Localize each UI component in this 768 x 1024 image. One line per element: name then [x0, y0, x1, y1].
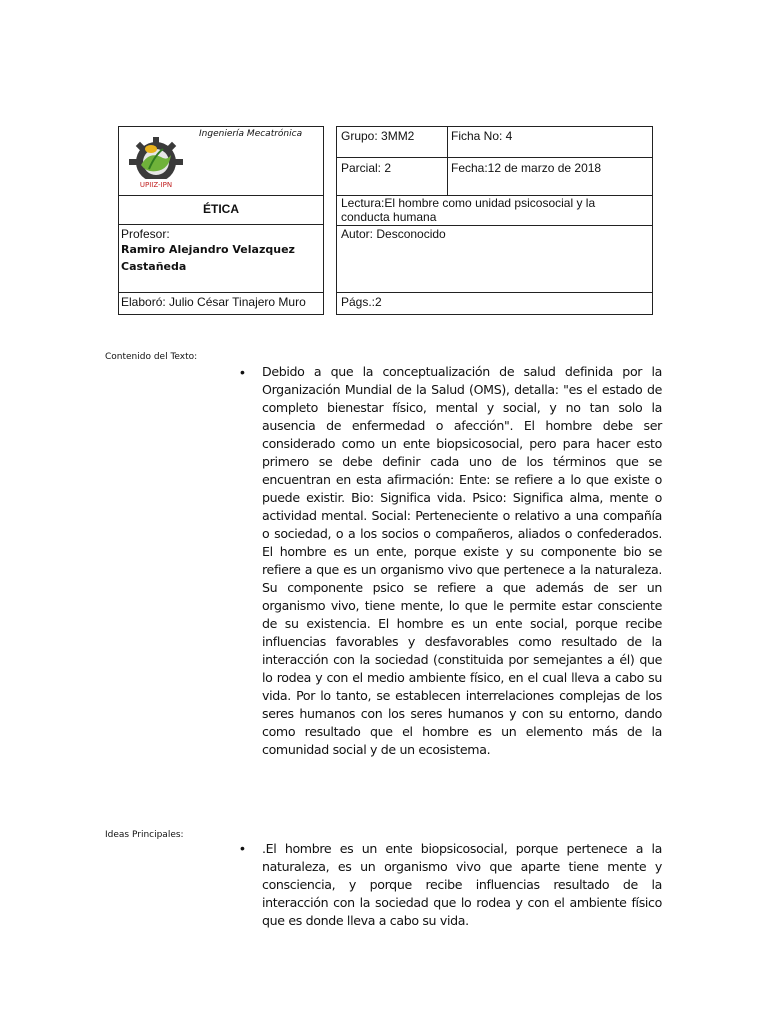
- content-bullet: •: [240, 364, 245, 380]
- school-logo: [127, 135, 185, 193]
- career-name: Ingeniería Mecatrónica: [199, 129, 303, 139]
- subject-title: ÉTICA: [203, 202, 239, 216]
- ideas-label: Ideas Principales:: [105, 830, 184, 840]
- date-field: Fecha:12 de marzo de 2018: [451, 161, 602, 175]
- ideas-paragraph: .El hombre es un ente biopsicosocial, porque pertenece a la naturaleza, es un organismo vivo que aparte tiene mente y consciencia, y porque recibe influencias resultado de la interacción con la sociedad que lo rodea y con el ambiente físico que es donde lleva a cabo su vida.: [262, 841, 662, 928]
- content-paragraph: Debido a que la conceptualización de salud definida por la Organización Mundial de la Salud (OMS), detalla: "es el estado de completo bienestar físico, mental y social, y no tan solo la ausencia de enfermedad o afección". El hombre debe ser considerado como un ente biopsicosocial, pero para hacer esto primero se debe definir cada uno de los términos que se encuentran en esta afirmación: Ente: se refiere a lo que existe o puede existir. Bio: Significa vida. Psico: Significa alma, mente o actividad mental. Social: Perteneciente o relativo a una compañía o sociedad, o a los socios o compañeros, aliados o confederados. El hombre es un ente, porque existe y su componente bio se refiere a que es un organismo vivo que pertenece a la naturaleza. Su componente psico se refiere a que además de ser un organismo vivo, tiene mente, lo que le permite estar consciente de su existencia. El hombre es un ente social, porque recibe influencias favorables y desfavorables como resultado de la interacción con la sociedad (constituida por semejantes a él) que lo rodea y con el medio ambiente físico, en el cual lleva a cabo su vida. Por lo tanto, se establecen interrelaciones complejas de los seres humanos con los seres humanos y con su entorno, dando como resultado que el hombre es un elemento más de la comunidad social y de un ecosistema.: [262, 364, 662, 757]
- left-info-table: [118, 126, 324, 315]
- pages-field: Págs.:2: [341, 295, 382, 309]
- right-info-table: [336, 126, 653, 315]
- partial-field: Parcial: 2: [341, 161, 392, 175]
- card-number: Ficha No: 4: [451, 129, 513, 143]
- content-label: Contenido del Texto:: [105, 352, 198, 362]
- ideas-bullet: •: [240, 840, 245, 856]
- logo-text: UPIIZ-IPN: [139, 181, 173, 189]
- professor-name: Ramiro Alejandro Velazquez Castañeda: [121, 243, 295, 273]
- professor-label: Profesor:: [121, 227, 170, 241]
- author-field: Autor: Desconocido: [341, 227, 446, 241]
- group-field: Grupo: 3MM2: [341, 129, 415, 143]
- reading-title: Lectura:El hombre como unidad psicosocial y la conducta humana: [341, 196, 596, 224]
- prepared-by: Elaboró: Julio César Tinajero Muro: [121, 295, 306, 309]
